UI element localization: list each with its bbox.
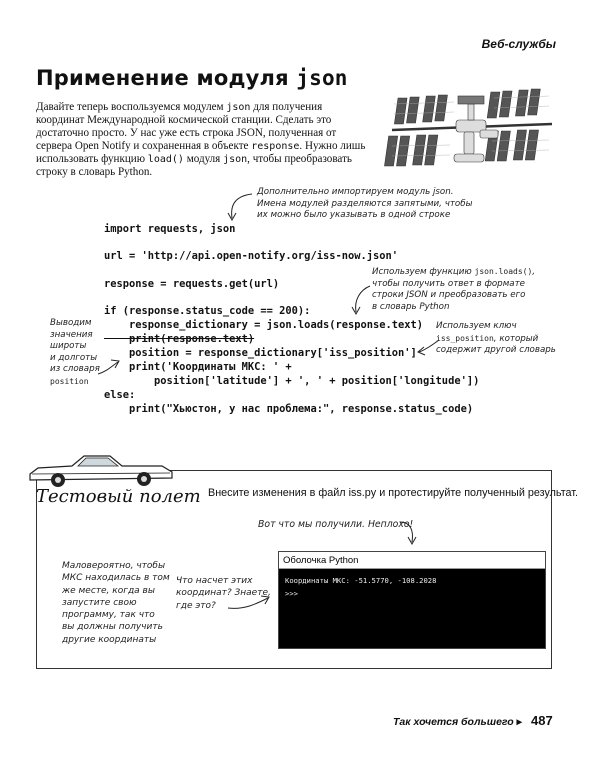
- intro-text: . Нужно лишь использовать функцию: [36, 140, 366, 166]
- note-line: МКС находилась в том: [62, 573, 170, 584]
- code-line: response = requests.get(url): [104, 278, 280, 290]
- annotation-arrow: [346, 282, 372, 318]
- note-text: Используем функцию: [372, 267, 475, 277]
- note-line: запустите свою: [62, 597, 137, 608]
- python-shell-window[interactable]: [278, 551, 546, 649]
- note-line: чтобы получить ответ в формате: [372, 278, 525, 289]
- footer-arrow-icon: ▸: [516, 716, 522, 728]
- note-line: из словаря: [50, 364, 100, 374]
- note-code: position: [50, 376, 89, 386]
- note-line: же месте, когда вы: [62, 585, 155, 596]
- note-line: Имена модулей разделяются запятыми, чтобы: [257, 198, 473, 209]
- note-line: координат? Знаете,: [176, 588, 271, 599]
- intro-text: для получения координат Международной космической станции. Сделать это достаточно просто. У нас уже есть строка JSON, полученная от сервера Open Notify и сохраненная в объекте: [36, 101, 337, 153]
- intro-code: json: [226, 102, 251, 113]
- code-line: position = response_dictionary['iss_position']: [104, 347, 417, 359]
- note-line: содержит другой словарь: [436, 345, 556, 355]
- iss-illustration: [384, 84, 560, 180]
- annotation-arrow: [96, 356, 124, 378]
- note-line: строки JSON и преобразовать его: [372, 290, 526, 300]
- note-line: их можно было указывать в одной строке: [257, 210, 451, 220]
- section-header: Веб-службы: [481, 37, 556, 51]
- code-line: if (response.status_code == 200):: [104, 305, 311, 317]
- code-line: print('Координаты МКС: ' +: [104, 361, 292, 373]
- unlikely-note: [62, 560, 170, 646]
- test-drive-title: Тестовый полет: [36, 486, 201, 507]
- intro-text: модуля: [183, 153, 224, 166]
- intro-code: load(): [147, 154, 184, 166]
- note-line: вы должны получить: [62, 622, 163, 633]
- test-drive-instructions: Внесите изменения в файл iss.py и протестируйте полученный результат.: [208, 487, 579, 499]
- annotation-arrow: [226, 190, 256, 224]
- note-code: iss_position: [436, 333, 494, 343]
- code-line-removed: print(response.text): [104, 333, 255, 345]
- note-line: в словарь Python: [372, 301, 450, 312]
- annotation-arrow: [415, 338, 441, 358]
- intro-code: json: [223, 154, 248, 166]
- footer-text: [393, 716, 522, 728]
- note-line: где это?: [176, 600, 216, 611]
- page-title: [36, 66, 348, 90]
- code-line: import requests, json: [104, 223, 236, 235]
- intro-paragraph: [36, 101, 368, 180]
- intro-text: Давайте теперь воспользуемся модулем: [36, 101, 227, 113]
- code-line: response_dictionary = json.loads(response.text): [104, 319, 424, 331]
- note-text: ,: [532, 267, 536, 277]
- note-code: json.loads(): [474, 267, 533, 276]
- note-line: широты: [50, 341, 87, 351]
- code-line: print("Хьюстон, у нас проблема:", response.status_code): [104, 403, 474, 415]
- intro-text: , чтобы преобразовать строку в словарь Python.: [36, 153, 352, 179]
- note-line: и долготы: [50, 352, 98, 363]
- note-text: , который: [493, 333, 539, 344]
- left-note: [50, 318, 100, 387]
- title-module: json: [296, 66, 348, 90]
- got-note: Вот что мы получили. Неплохо!: [258, 519, 414, 530]
- note-line: [372, 266, 535, 279]
- shell-prompt[interactable]: >>>: [285, 589, 298, 598]
- title-text: Применение модуля: [36, 66, 297, 90]
- footer-label: Так хочется большего: [393, 716, 514, 728]
- annotation-arrow: [226, 590, 274, 614]
- note-line: Дополнительно импортируем модуль json.: [257, 187, 454, 197]
- note-line: [436, 333, 556, 346]
- window-title: Оболочка Python: [279, 552, 545, 569]
- loads-note: [372, 266, 535, 313]
- note-line: Что насчет этих: [176, 576, 253, 586]
- import-note: [257, 187, 472, 222]
- code-line: else:: [104, 389, 136, 401]
- annotation-arrow: [398, 516, 422, 548]
- note-line: Используем ключ: [436, 321, 517, 331]
- code-line: url = 'http://api.open-notify.org/iss-now.json': [104, 250, 399, 262]
- note-line: программу, так что: [62, 610, 155, 621]
- page-number: 487: [531, 713, 553, 728]
- note-line: значения: [50, 329, 93, 340]
- note-line: Маловероятно, чтобы: [62, 561, 166, 571]
- note-line: другие координаты: [62, 634, 157, 645]
- intro-code: response: [251, 141, 300, 153]
- code-line: position['latitude'] + ', ' + position['longitude']): [104, 375, 480, 387]
- key-note: [436, 321, 556, 357]
- output-line: Координаты МКС: -51.5770, -108.2028: [285, 576, 437, 585]
- shell-output: [285, 574, 436, 600]
- note-line: Выводим: [50, 318, 92, 328]
